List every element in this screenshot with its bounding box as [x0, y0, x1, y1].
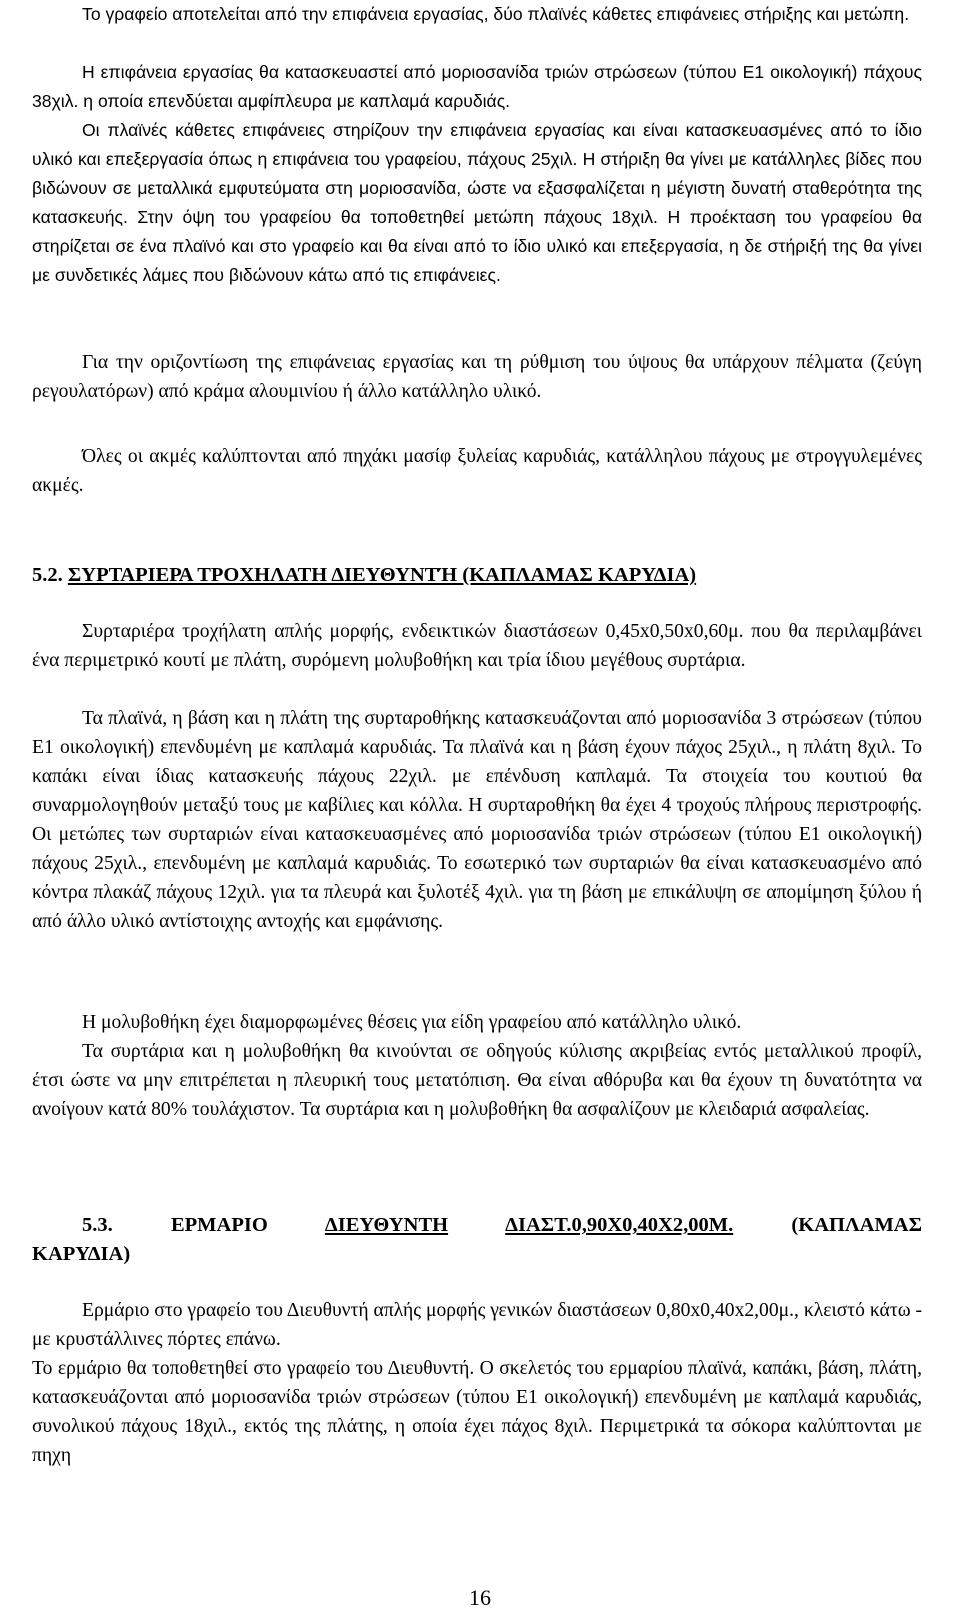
paragraph-pedestal-pencil-tray: Η μολυβοθήκη έχει διαμορφωμένες θέσεις για είδη γραφείου από κατάλληλο υλικό. — [82, 1012, 742, 1033]
paragraph-cabinet-overview: Ερμάριο στο γραφείο του Διευθυντή απλής μορφής γενικών διαστάσεων 0,80x0,40x2,00μ., κλειστό κάτω - με κρυστάλλινες πόρτες επάνω. — [32, 1300, 923, 1350]
section-title-part: ΔΙΕΥΘΥΝΤΗ — [324, 1214, 449, 1236]
section-title-part: ΔΙΑΣΤ.0,90Χ0,40Χ2,00Μ. — [505, 1214, 734, 1236]
section-title-part: (ΚΑΠΛΑΜΑΣ — [791, 1214, 922, 1236]
paragraph-pedestal-overview: Συρταριέρα τροχήλατη απλής μορφής, ενδεικτικών διαστάσεων 0,45x0,50x0,60μ. που θα περιλαμβάνει ένα περιμετρικό κουτί με πλάτη, συρόμενη μολυβοθήκη και τρία ίδιου μεγέθους συρτάρια. — [32, 621, 922, 671]
section-number: 5.3. — [82, 1214, 113, 1236]
paragraph-desk-levelers: Για την οριζοντίωση της επιφάνειας εργασίας και τη ρύθμιση του ύψους θα υπάρχουν πέλματα (ζεύγη ρεγουλατόρων) από κράμα αλουμινίου ή άλλο κατάλληλο υλικό. — [32, 352, 922, 402]
section-title: ΣΥΡΤΑΡΙΕΡΑ ΤΡΟΧΗΛΑΤΗ ΔΙΕΥΘΥΝΤΉ (ΚΑΠΛΑΜΑΣ ΚΑΡΥΔΙΑ) — [67, 564, 697, 586]
section-title-part: ΕΡΜΑΡΙΟ — [170, 1214, 268, 1236]
section-heading-line-2: ΚΑΡΥΔΙΑ) — [32, 1243, 131, 1265]
section-heading-line-1 — [32, 1211, 922, 1240]
paragraph-cabinet-construction: Το ερμάριο θα τοποθετηθεί στο γραφείο του Διευθυντή. Ο σκελετός του ερμαρίου πλαϊνά, καπάκι, βάση, πλάτη, κατασκευάζονται από μοριοσανίδα τριών στρώσεων (τύπου Ε1 οικολογική) επενδυμένη με καπλαμά καρυδιάς, συνολικού πάχους 18χιλ., εκτός της πλάτης, η οποία έχει πάχος 8χιλ. Περιμετρικά τα σόκορα καλύπτονται με πηχη — [32, 1358, 922, 1466]
paragraph-desk-side-panels: Οι πλαϊνές κάθετες επιφάνειες στηρίζουν την επιφάνεια εργασίας και είναι κατασκευασμένες από το ίδιο υλικό και επεξεργασία όπως η επιφάνεια του γραφείου, πάχους 25χιλ. Η στήριξη θα γίνει με κατάλληλες βίδες που βιδώνουν σε μεταλλικά εμφυτεύματα στη μοριοσανίδα, ώστε να εξασφαλίζεται η μέγιστη δυνατή σταθερότητα της κατασκευής. Στην όψη του γραφείου θα τοποθετηθεί μετώπη πάχους 18χιλ. Η προέκταση του γραφείου θα στηρίζεται σε ένα πλαϊνό και στο γραφείο και θα είναι από το ίδιο υλικό και επεξεργασία, η δε στήριξή της θα γίνει με συνδετικές λάμες που βιδώνουν κάτω από τις επιφάνειες. — [32, 120, 922, 285]
paragraph-pedestal-runners: Τα συρτάρια και η μολυβοθήκη θα κινούνται σε οδηγούς κύλισης ακριβείας εντός μεταλλικού προφίλ, έτσι ώστε να μην επιτρέπεται η πλευρική τους μετατόπιση. Θα είναι αθόρυβα και θα έχουν τη δυνατότητα να ανοίγουν κατά 80% τουλάχιστον. Τα συρτάρια και η μολυβοθήκη θα ασφαλίζουν με κλειδαριά ασφαλείας. — [32, 1041, 922, 1120]
page-number: 16 — [469, 1585, 491, 1610]
section-heading-pedestal — [32, 561, 922, 590]
paragraph-desk-composition: Το γραφείο αποτελείται από την επιφάνεια εργασίας, δύο πλαϊνές κάθετες επιφάνειες στήριξης και μετώπη. — [82, 4, 910, 24]
section-heading-cabinet — [32, 1211, 922, 1269]
paragraph-desk-edges: Όλες οι ακμές καλύπτονται από πηχάκι μασίφ ξυλείας καρυδιάς, κατάλληλου πάχους με στρογγυλεμένες ακμές. — [32, 446, 922, 496]
section-number: 5.2. — [32, 564, 63, 586]
paragraph-desk-work-surface: Η επιφάνεια εργασίας θα κατασκευαστεί από μοριοσανίδα τριών στρώσεων (τύπου Ε1 οικολογική) πάχους 38χιλ. η οποία επενδύεται αμφίπλευρα με καπλαμά καρυδιάς. — [32, 62, 922, 111]
paragraph-pedestal-construction: Τα πλαϊνά, η βάση και η πλάτη της συρταροθήκης κατασκευάζονται από μοριοσανίδα 3 στρώσεων (τύπου Ε1 οικολογική) επενδυμένη με καπλαμά καρυδιάς. Τα πλαϊνά και η βάση έχουν πάχος 25χιλ., η πλάτη 8χιλ. Το καπάκι είναι ίδιας κατασκευής πάχους 22χιλ. με επένδυση καπλαμά. Τα στοιχεία του κουτιού θα συναρμολογηθούν μεταξύ τους με καβίλιες και κόλλα. Η συρταροθήκη θα έχει 4 τροχούς πλήρους περιστροφής. Οι μετώπες των συρταριών είναι κατασκευασμένες από μοριοσανίδα τριών στρώσεων (τύπου Ε1 οικολογική) πάχους 25χιλ., επενδυμένη με καπλαμά καρυδιάς. Το εσωτερικό των συρταριών θα είναι κατασκευασμένο από κόντρα πλακάζ πάχους 12χιλ. για τα πλευρά και ξυλοτέξ 4χιλ. για τη βάση με επικάλυψη σε απομίμηση ξύλου ή από άλλο υλικό αντίστοιχης αντοχής και εμφάνισης. — [32, 708, 922, 932]
